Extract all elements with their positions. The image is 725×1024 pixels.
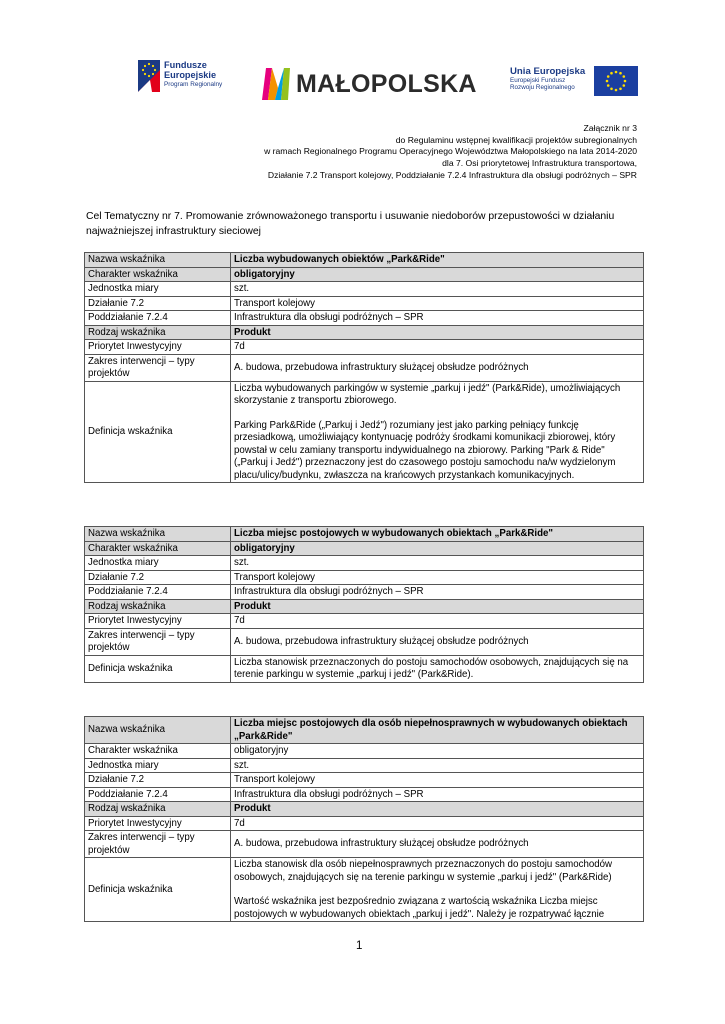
table-row [85,325,644,340]
value-cell: obligatoryjny [231,744,644,759]
table-row [85,858,644,922]
label-cell: Działanie 7.2 [85,570,231,585]
label-cell: Działanie 7.2 [85,773,231,788]
indicator-name: Liczba wybudowanych obiektów „Park&Ride" [231,253,644,268]
page-number: 1 [356,940,363,952]
label-cell: Poddziałanie 7.2.4 [85,787,231,802]
fe-logo-line3: Program Regionalny [164,81,223,89]
eu-logo-line2: Europejski Fundusz [510,77,566,84]
label-cell: Charakter wskaźnika [85,541,231,556]
table-row [85,717,644,744]
malopolska-logo-text: MAŁOPOLSKA [296,70,477,98]
definition-cell: Liczba stanowisk przeznaczonych do postoju samochodów osobowych, znajdujących się na terenie parkingu w systemie „parkuj i jedź" (Park&Ride). [231,655,644,682]
value-cell: szt. [231,758,644,773]
indicator-table-3 [84,716,644,922]
label-cell: Priorytet Inwestycyjny [85,816,231,831]
label-cell: Jednostka miary [85,758,231,773]
label-cell: Priorytet Inwestycyjny [85,340,231,355]
value-cell: obligatoryjny [231,541,644,556]
table-row [85,787,644,802]
eu-logo-text [510,67,585,92]
value-cell: Infrastruktura dla obsługi podróżnych – SPR [231,311,644,326]
annex-line: Załącznik nr 3 [583,123,637,133]
indicator-name: Liczba miejsc postojowych dla osób niepełnosprawnych w wybudowanych obiektach „Park&Ride" [231,717,644,744]
label-cell: Definicja wskaźnika [85,858,231,922]
value-cell: Transport kolejowy [231,570,644,585]
label-cell: Rodzaj wskaźnika [85,599,231,614]
fe-logo-line1: Fundusze [164,60,207,70]
table-row [85,758,644,773]
table-row [85,614,644,629]
definition-paragraph: Liczba wybudowanych parkingów w systemie „parkuj i jedź" (Park&Ride), umożliwiających skorzystanie z transportu zbiorowego. [234,382,621,406]
annex-line: Działanie 7.2 Transport kolejowy, Poddziałanie 7.2.4 Infrastruktura dla obsługi podróżnych – SPR [267,169,637,180]
label-cell: Działanie 7.2 [85,296,231,311]
indicator-name: Liczba miejsc postojowych w wybudowanych obiektach „Park&Ride" [231,527,644,542]
eu-logo-line1: Unia Europejska [510,66,586,77]
label-cell: Jednostka miary [85,282,231,297]
value-cell: A. budowa, przebudowa infrastruktury służącej obsłudze podróżnych [231,831,644,858]
label-cell: Priorytet Inwestycyjny [85,614,231,629]
definition-cell [231,381,644,483]
table-row [85,556,644,571]
table-row [85,773,644,788]
table-row [85,296,644,311]
eu-flag-icon [594,66,638,96]
value-cell: 7d [231,340,644,355]
value-cell: A. budowa, przebudowa infrastruktury służącej obsłudze podróżnych [231,354,644,381]
label-cell: Definicja wskaźnika [85,655,231,682]
definition-paragraph: Wartość wskaźnika jest bezpośrednio związana z wartością wskaźnika Liczba miejsc postojowych w wybudowanych obiektach „parkuj i jedź". Należy je rozpatrywać łącznie [234,896,605,920]
value-cell: obligatoryjny [231,267,644,282]
table-row [85,628,644,655]
table-row [85,585,644,600]
eu-logo [510,66,640,100]
label-cell: Nazwa wskaźnika [85,527,231,542]
label-cell: Nazwa wskaźnika [85,253,231,268]
eu-logo-line3: Rozwoju Regionalnego [510,84,575,92]
fundusze-europejskie-logo [138,60,238,100]
annex-header [137,123,637,182]
label-cell: Rodzaj wskaźnika [85,325,231,340]
value-cell: szt. [231,282,644,297]
value-cell: Infrastruktura dla obsługi podróżnych – SPR [231,585,644,600]
definition-paragraph: Liczba stanowisk dla osób niepełnosprawnych przeznaczonych do postoju samochodów osobowych, znajdujących się na terenie parkingu w systemie „parkuj i jedź" (Park&Ride) [234,859,613,883]
value-cell: A. budowa, przebudowa infrastruktury służącej obsłudze podróżnych [231,628,644,655]
label-cell: Nazwa wskaźnika [85,717,231,744]
fe-logo-line2: Europejskie [164,69,217,80]
label-cell: Rodzaj wskaźnika [85,802,231,817]
fe-logo-text [164,61,222,90]
fe-flag-icon [138,60,160,92]
table-row [85,354,644,381]
definition-paragraph: Parking Park&Ride („Parkuj i Jedź") rozumiany jest jako parking pełniący funkcję przesiadkową, umożliwiający kontynuację podróży środkami komunikacji zbiorowej, który powstał w celu zamiany transportu indywidualnego na zbiorowy. Parking "Park & Ride" („Parkuj i Jedź") przeznaczony jest do czasowego postoju samochodu na/w wydzielonym placu/ulicy/budynku, zwłaszcza na krańcowych przystankach komunikacyjnych. [234,419,616,481]
value-cell: 7d [231,614,644,629]
table-row [85,527,644,542]
table-row [85,267,644,282]
table-row [85,381,644,483]
label-cell: Zakres interwencji – typy projektów [85,354,231,381]
table-row [85,744,644,759]
value-cell: szt. [231,556,644,571]
label-cell: Poddziałanie 7.2.4 [85,585,231,600]
label-cell: Zakres interwencji – typy projektów [85,628,231,655]
value-cell: Produkt [231,599,644,614]
label-cell: Jednostka miary [85,556,231,571]
malopolska-mark-icon [262,66,292,100]
definition-cell [231,858,644,922]
annex-line: w ramach Regionalnego Programu Operacyjnego Województwa Małopolskiego na lata 2014-2020 [264,146,637,157]
label-cell: Zakres interwencji – typy projektów [85,831,231,858]
table-row [85,253,644,268]
value-cell: Produkt [231,325,644,340]
value-cell: 7d [231,816,644,831]
table-row [85,831,644,858]
indicator-table-1 [84,252,644,483]
value-cell: Transport kolejowy [231,296,644,311]
table-row [85,311,644,326]
table-row [85,802,644,817]
label-cell: Definicja wskaźnika [85,381,231,483]
value-cell: Transport kolejowy [231,773,644,788]
value-cell: Infrastruktura dla obsługi podróżnych – SPR [231,787,644,802]
label-cell: Poddziałanie 7.2.4 [85,311,231,326]
table-row [85,340,644,355]
table-row [85,282,644,297]
malopolska-logo [262,66,482,102]
value-cell: Produkt [231,802,644,817]
annex-line: dla 7. Osi priorytetowej Infrastruktura transportowa, [442,158,637,169]
table-row [85,570,644,585]
table-row [85,599,644,614]
table-row [85,655,644,682]
table-row [85,816,644,831]
annex-line: do Regulaminu wstępnej kwalifikacji projektów subregionalnych [395,134,637,145]
label-cell: Charakter wskaźnika [85,267,231,282]
thematic-goal: Cel Tematyczny nr 7. Promowanie zrównoważonego transportu i usuwanie niedoborów przepustowości w działaniu najważniejszej infrastruktury sieciowej [86,211,615,237]
indicator-table-2 [84,526,644,683]
table-row [85,541,644,556]
label-cell: Charakter wskaźnika [85,744,231,759]
